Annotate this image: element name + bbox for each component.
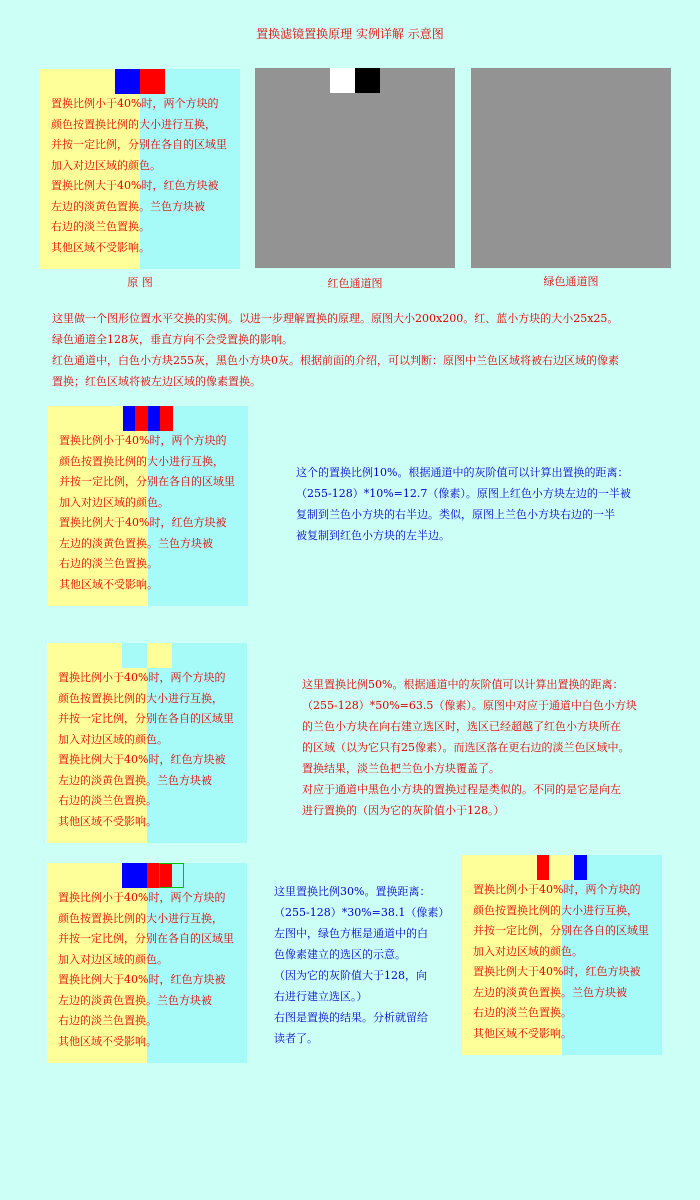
caption-green-channel: 绿色通道图: [543, 275, 599, 288]
red-square: [160, 406, 173, 431]
blue-square: [148, 406, 160, 431]
light-cyan-square: [122, 643, 147, 668]
green-selection-frame: [159, 863, 184, 888]
result-10-percent-panel: [48, 406, 248, 606]
page-title: 置换滤镜置换原理 实例详解 示意图: [256, 27, 444, 41]
panel-text: 置换比例小于40%时，两个方块的 颜色按置换比例的大小进行互换， 并按一定比例，分别在各自的区域里 加入对边区域的颜色。 置换比例大于40%时，红色方块被 左边的淡黄色置换。兰色方块被 右边的淡兰色置换。 其他区域不受影响。: [58, 671, 234, 828]
blue-square: [122, 863, 147, 888]
selection-30-percent-panel: [47, 863, 247, 1063]
blue-square: [574, 855, 587, 880]
caption-red-channel: 红色通道图: [327, 277, 383, 290]
red-square: [135, 406, 148, 431]
blue-square: [115, 69, 140, 94]
explanation-50-percent: 这里置换比例50%。根据通道中的灰阶值可以计算出置换的距离： （255-128）*50%=63.5（像素）。原图中对应于通道中白色小方块 的兰色小方块在向右建立选区时，选区已经超越了红色小方块所在 的区域（以为它只有25像素）。而选区落在更右边的淡兰色区域中。 置换结果，淡兰色把兰色小方块覆盖了。 对应于通道中黑色小方块的置换过程是类似的。不同的是它是向左 进行置换的（因为它的灰阶值小于128。）: [302, 678, 637, 817]
panel-text: 置换比例小于40%时，两个方块的 颜色按置换比例的大小进行互换， 并按一定比例，分别在各自的区域里 加入对边区域的颜色。 置换比例大于40%时，红色方块被 左边的淡黄色置换。兰色方块被 右边的淡兰色置换。 其他区域不受影响。: [58, 891, 234, 1048]
original-image-panel: [40, 69, 240, 269]
green-channel-image: [471, 68, 671, 268]
explanation-30-percent: 这里置换比例30%。置换距离： （255-128）*30%=38.1（像素） 左图中，绿色方框是通道中的白 色像素建立的选区的示意。 （因为它的灰阶值大于128，向 右进行建立选区。） 右图是置换的结果。分析就留给 读者了。: [274, 885, 450, 1045]
result-30-percent-panel: [462, 855, 662, 1055]
caption-original: 原 图: [127, 276, 153, 289]
intro-paragraph: 这里做一个图形位置水平交换的实例。以进一步理解置换的原理。原图大小200x200。红、蓝小方块的大小25x25。 绿色通道全128灰，垂直方向不会受置换的影响。 红色通道中，白色小方块255灰，黑色小方块0灰。根据前面的介绍，可以判断：原图中兰色区域将被右边区域的像素 置换；红色区域将被左边区域的像素置换。: [52, 312, 619, 388]
red-square: [537, 855, 549, 880]
red-square: [140, 69, 165, 94]
white-square: [330, 68, 355, 93]
panel-text: 置换比例小于40%时，两个方块的 颜色按置换比例的大小进行互换， 并按一定比例，分别在各自的区域里 加入对边区域的颜色。 置换比例大于40%时，红色方块被 左边的淡黄色置换。兰色方块被 右边的淡兰色置换。 其他区域不受影响。: [51, 97, 227, 254]
light-yellow-square: [562, 855, 574, 880]
explanation-10-percent: 这个的置换比例10%。根据通道中的灰阶值可以计算出置换的距离： （255-128）*10%=12.7（像素）。原图上红色小方块左边的一半被 复制到兰色小方块的右半边。类似，原图上兰色小方块右边的一半 被复制到红色小方块的左半边。: [296, 466, 631, 542]
black-square: [355, 68, 380, 93]
light-yellow-square: [147, 643, 172, 668]
red-channel-image: [255, 68, 455, 268]
panel-text: 置换比例小于40%时，两个方块的 颜色按置换比例的大小进行互换， 并按一定比例，分别在各自的区域里 加入对边区域的颜色。 置换比例大于40%时，红色方块被 左边的淡黄色置换。兰色方块被 右边的淡兰色置换。 其他区域不受影响。: [59, 434, 235, 591]
blue-square: [123, 406, 135, 431]
result-50-percent-panel: [47, 643, 247, 843]
panel-text: 置换比例小于40%时，两个方块的 颜色按置换比例的大小进行互换， 并按一定比例，分别在各自的区域里 加入对边区域的颜色。 置换比例大于40%时，红色方块被 左边的淡黄色置换。兰色方块被 右边的淡兰色置换。 其他区域不受影响。: [473, 883, 649, 1040]
